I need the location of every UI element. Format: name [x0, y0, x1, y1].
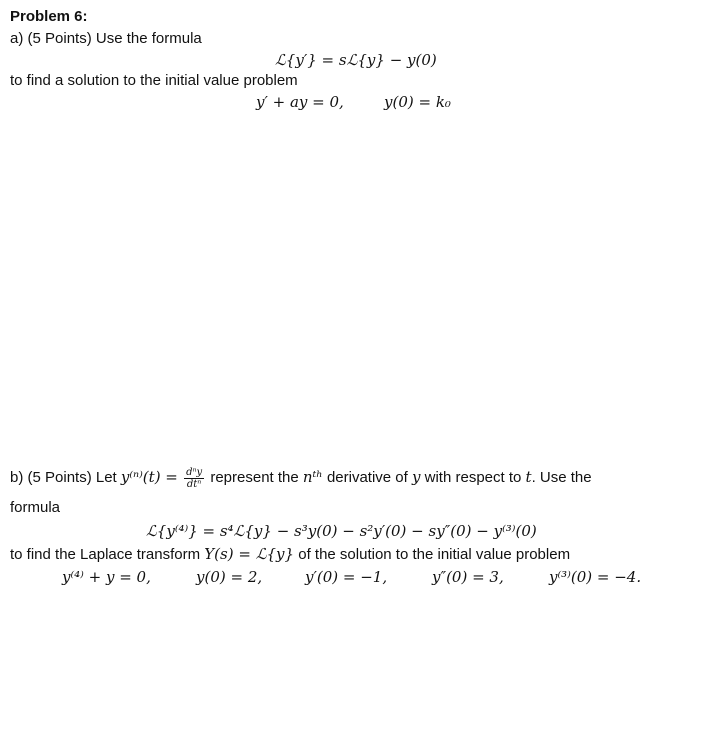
var-t: t — [525, 468, 532, 486]
part-b-intro-line — [10, 466, 592, 490]
part-a-intro: a) (5 Points) Use the formula — [10, 30, 202, 47]
part-b-formula-word: formula — [10, 499, 61, 516]
part-b-lead-line — [10, 545, 570, 563]
condition-y-third-0: y⁽³⁾(0) = −4. — [549, 568, 642, 586]
derivative-fraction — [184, 467, 204, 490]
condition-ode: y⁽⁴⁾ + y = 0, — [62, 568, 151, 586]
use-the: . Use the — [531, 469, 592, 486]
var-y: y — [411, 468, 421, 486]
part-a-equation: y′ + ay = 0, — [256, 93, 344, 111]
part-b-notation: y⁽ⁿ⁾(t) = — [120, 468, 178, 486]
fraction-numerator: dⁿy — [186, 466, 203, 478]
nth-symbol: nᵗʰ — [302, 468, 323, 486]
part-b-formula: ℒ{y⁽⁴⁾} = s⁴ℒ{y} − s³y(0) − s²y′(0) − sy″(0) − y⁽³⁾(0) — [146, 522, 537, 540]
condition-y-prime-0: y′(0) = −1, — [305, 568, 388, 586]
part-b-intro-prefix: b) (5 Points) Let — [10, 469, 117, 486]
problem-title: Problem 6: — [10, 8, 88, 25]
condition-y0: y(0) = 2, — [196, 568, 263, 586]
with-respect: with respect to — [424, 469, 522, 486]
part-b-intro-suffix: derivative of — [326, 469, 408, 486]
part-b-intro-mid: represent the — [210, 469, 299, 486]
part-b-lead-math: Y(s) = ℒ{y} — [204, 545, 295, 563]
part-a-lead: to find a solution to the initial value problem — [10, 72, 298, 89]
part-a-initial-condition: y(0) = k₀ — [384, 93, 451, 111]
part-b-lead-suffix: of the solution to the initial value problem — [298, 546, 571, 563]
condition-y-double-prime-0: y″(0) = 3, — [432, 568, 504, 586]
part-b-lead-prefix: to find the Laplace transform — [10, 546, 201, 563]
part-a-formula: ℒ{y′} = sℒ{y} − y(0) — [275, 51, 437, 69]
fraction-denominator: dtⁿ — [186, 478, 202, 490]
